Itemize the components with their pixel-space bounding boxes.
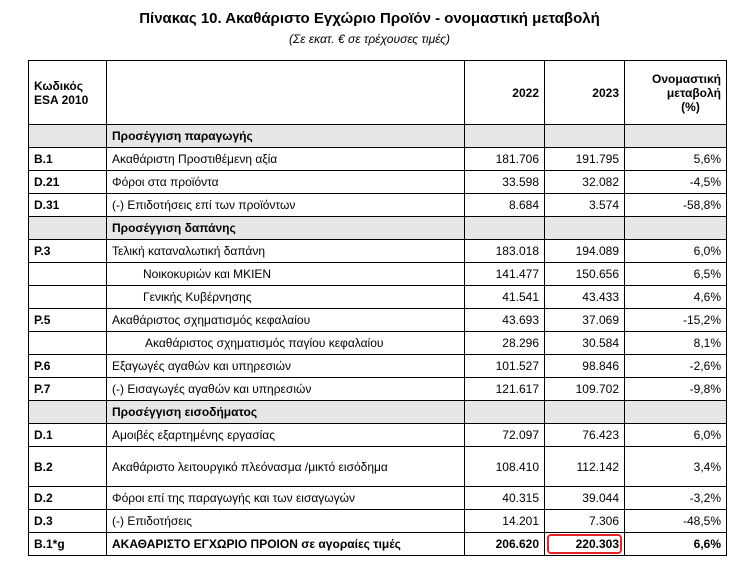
row-label: ΑΚΑΘΑΡΙΣΤΟ ΕΓΧΩΡΙΟ ΠΡΟΙΟΝ σε αγοραίες τιμές xyxy=(107,533,465,556)
section-code-cell xyxy=(29,125,107,148)
row-value-2022: 14.201 xyxy=(465,510,545,533)
row-change: -2,6% xyxy=(625,355,727,378)
section-code-cell xyxy=(29,401,107,424)
row-label: Νοικοκυριών και ΜΚΙΕΝ xyxy=(107,263,465,286)
table-row xyxy=(29,424,727,447)
header-code-line2: ESA 2010 xyxy=(34,92,89,107)
row-change: 6,0% xyxy=(625,240,727,263)
row-label: (-) Εισαγωγές αγαθών και υπηρεσιών xyxy=(107,378,465,401)
section-row xyxy=(29,217,727,240)
row-value-2023: 112.142 xyxy=(545,447,625,487)
header-code xyxy=(29,61,107,125)
table-row xyxy=(29,355,727,378)
row-code: P.7 xyxy=(29,378,107,401)
row-change: 6,6% xyxy=(625,533,727,556)
row-change: -58,8% xyxy=(625,194,727,217)
row-code: D.31 xyxy=(29,194,107,217)
table-row xyxy=(29,171,727,194)
section-row xyxy=(29,125,727,148)
row-label: Ακαθάριστο λειτουργικό πλεόνασμα /μικτό εισόδημα xyxy=(107,447,465,487)
row-change: 4,6% xyxy=(625,286,727,309)
row-value-2023: 7.306 xyxy=(545,510,625,533)
row-code: B.1 xyxy=(29,148,107,171)
row-code: D.1 xyxy=(29,424,107,447)
table-row xyxy=(29,487,727,510)
row-value-2023: 109.702 xyxy=(545,378,625,401)
section-empty xyxy=(545,401,625,424)
row-change: -9,8% xyxy=(625,378,727,401)
row-value-2023: 76.423 xyxy=(545,424,625,447)
highlighted-value: 220.303 xyxy=(575,537,619,551)
header-year-2023: 2023 xyxy=(545,61,625,125)
table-row xyxy=(29,194,727,217)
row-value-2022: 41.541 xyxy=(465,286,545,309)
row-value-2022: 43.693 xyxy=(465,309,545,332)
row-value-2022: 141.477 xyxy=(465,263,545,286)
table-subtitle: (Σε εκατ. € σε τρέχουσες τιμές) xyxy=(289,32,450,46)
table-row xyxy=(29,309,727,332)
header-year-2022: 2022 xyxy=(465,61,545,125)
row-label: Ακαθάριστος σχηματισμός κεφαλαίου xyxy=(107,309,465,332)
row-change: -48,5% xyxy=(625,510,727,533)
row-label: (-) Επιδοτήσεις επί των προϊόντων xyxy=(107,194,465,217)
row-change: 6,0% xyxy=(625,424,727,447)
row-code: P.5 xyxy=(29,309,107,332)
header-row xyxy=(29,61,727,125)
section-label: Προσέγγιση εισοδήματος xyxy=(107,401,465,424)
table-row xyxy=(29,263,727,286)
header-code-line1: Κωδικός xyxy=(34,78,84,93)
section-empty xyxy=(545,217,625,240)
row-label: Ακαθάριστος σχηματισμός παγίου κεφαλαίου xyxy=(107,332,465,355)
section-empty xyxy=(465,401,545,424)
row-value-2022: 206.620 xyxy=(465,533,545,556)
row-value-2022: 8.684 xyxy=(465,194,545,217)
row-value-2023: 191.795 xyxy=(545,148,625,171)
row-value-2022: 181.706 xyxy=(465,148,545,171)
row-label: (-) Επιδοτήσεις xyxy=(107,510,465,533)
section-empty xyxy=(625,125,727,148)
row-code xyxy=(29,263,107,286)
row-change: -15,2% xyxy=(625,309,727,332)
row-code: B.2 xyxy=(29,447,107,487)
row-value-2023: 37.069 xyxy=(545,309,625,332)
section-label: Προσέγγιση παραγωγής xyxy=(107,125,465,148)
row-label: Αμοιβές εξαρτημένης εργασίας xyxy=(107,424,465,447)
table-row xyxy=(29,510,727,533)
row-change: -3,2% xyxy=(625,487,727,510)
row-label: Τελική καταναλωτική δαπάνη xyxy=(107,240,465,263)
header-change xyxy=(625,61,727,125)
section-empty xyxy=(625,217,727,240)
table-row xyxy=(29,240,727,263)
section-empty xyxy=(465,125,545,148)
row-label: Εξαγωγές αγαθών και υπηρεσιών xyxy=(107,355,465,378)
row-label: Φόροι στα προϊόντα xyxy=(107,171,465,194)
row-value-2023-highlighted xyxy=(545,533,625,556)
row-code: D.3 xyxy=(29,510,107,533)
row-value-2022: 121.617 xyxy=(465,378,545,401)
row-value-2023: 98.846 xyxy=(545,355,625,378)
row-code xyxy=(29,332,107,355)
row-value-2023: 3.574 xyxy=(545,194,625,217)
total-row xyxy=(29,533,727,556)
row-value-2022: 33.598 xyxy=(465,171,545,194)
row-label: Γενικής Κυβέρνησης xyxy=(107,286,465,309)
row-label: Ακαθάριστη Προστιθέμενη αξία xyxy=(107,148,465,171)
table-row xyxy=(29,332,727,355)
row-label: Φόροι επί της παραγωγής και των εισαγωγών xyxy=(107,487,465,510)
row-value-2023: 150.656 xyxy=(545,263,625,286)
table-row xyxy=(29,447,727,487)
row-code: D.2 xyxy=(29,487,107,510)
header-change-line2: μεταβολή xyxy=(666,85,721,100)
row-change: 8,1% xyxy=(625,332,727,355)
row-code: D.21 xyxy=(29,171,107,194)
row-value-2022: 40.315 xyxy=(465,487,545,510)
row-code: P.6 xyxy=(29,355,107,378)
row-value-2022: 108.410 xyxy=(465,447,545,487)
row-change: -4,5% xyxy=(625,171,727,194)
row-value-2023: 194.089 xyxy=(545,240,625,263)
row-code: B.1*g xyxy=(29,533,107,556)
table-row xyxy=(29,148,727,171)
row-code xyxy=(29,286,107,309)
header-label xyxy=(107,61,465,125)
row-value-2023: 43.433 xyxy=(545,286,625,309)
section-code-cell xyxy=(29,217,107,240)
row-value-2023: 39.044 xyxy=(545,487,625,510)
gdp-table xyxy=(28,60,727,556)
row-change: 6,5% xyxy=(625,263,727,286)
row-value-2022: 28.296 xyxy=(465,332,545,355)
row-value-2022: 72.097 xyxy=(465,424,545,447)
header-change-line1: Ονομαστική xyxy=(652,71,721,86)
section-label: Προσέγγιση δαπάνης xyxy=(107,217,465,240)
section-empty xyxy=(465,217,545,240)
row-value-2022: 101.527 xyxy=(465,355,545,378)
table-title: Πίνακας 10. Ακαθάριστο Εγχώριο Προϊόν - ονομαστική μεταβολή xyxy=(139,10,600,27)
row-value-2022: 183.018 xyxy=(465,240,545,263)
row-value-2023: 32.082 xyxy=(545,171,625,194)
section-row xyxy=(29,401,727,424)
header-change-line3: (%) xyxy=(681,99,700,114)
table-row xyxy=(29,286,727,309)
row-change: 3,4% xyxy=(625,447,727,487)
row-code: P.3 xyxy=(29,240,107,263)
row-change: 5,6% xyxy=(625,148,727,171)
section-empty xyxy=(625,401,727,424)
table-row xyxy=(29,378,727,401)
section-empty xyxy=(545,125,625,148)
row-value-2023: 30.584 xyxy=(545,332,625,355)
